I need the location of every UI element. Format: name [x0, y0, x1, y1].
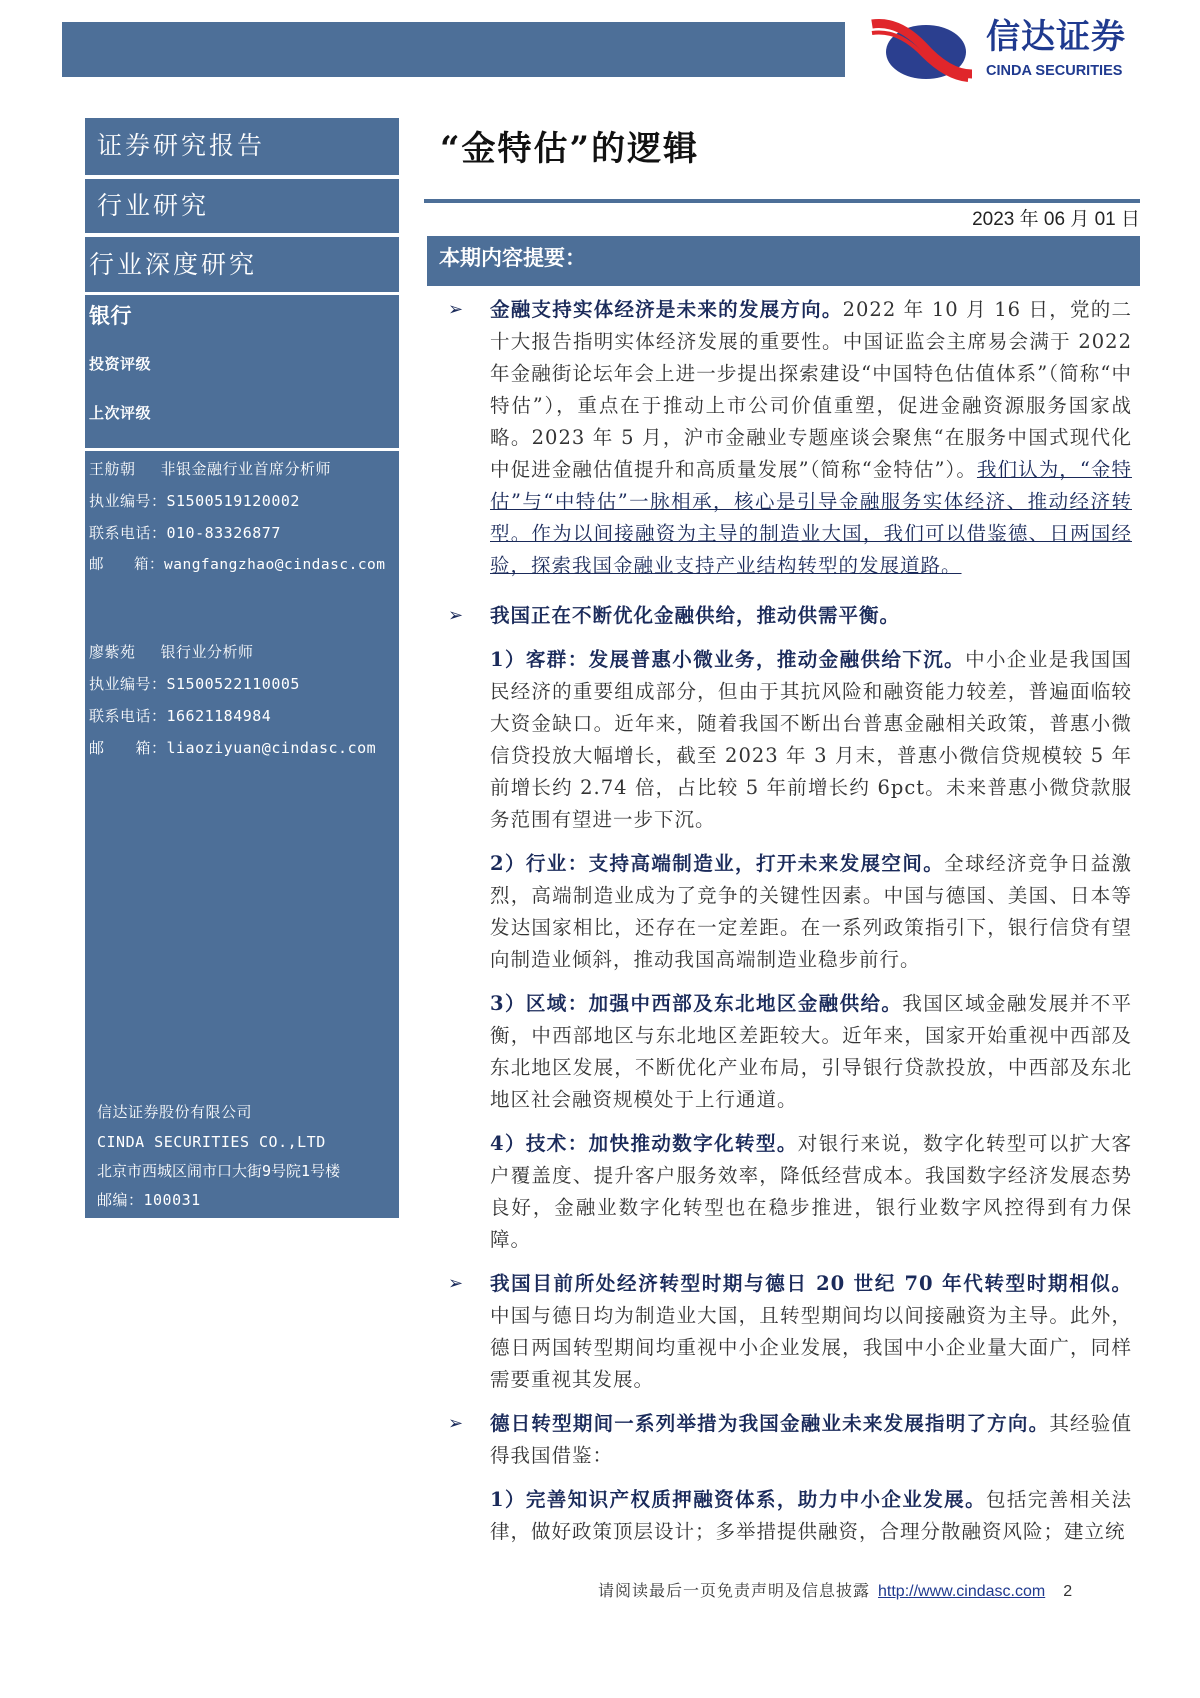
paragraph-text: 全球经济竞争日益激烈，高端制造业成为了竞争的关键性因素。中国与德国、美国、日本等发达国家相比，还存在一定差距。在一系列政策指引下，银行信贷有望向制造业倾斜，推动我国高端制造业稳步前行。	[490, 852, 1132, 971]
paragraph-heading: 4）技术：加快推动数字化转型。	[490, 1132, 798, 1155]
paragraph-key-point: 我们认为，“金特估”与“中特估”一脉相承，核心是引导金融服务实体经济、推动经济转型。作为以间接融资为主导的制造业大国，我们可以借鉴德、日两国经验，探索我国金融业支持产业结构转型的发展道路。	[490, 458, 1132, 577]
analyst-license: 执业编号：S1500519120002	[89, 492, 300, 510]
paragraph-text: 2022 年 10 月 16 日，党的二十大报告指明实体经济发展的重要性。中国证监会主席易会满于 2022 年金融街论坛年会上进一步提出探索建设“中国特色估值体系”（简称“中特估”），重点在于推动上市公司价值重塑，促进金融资源服务国家战略。2023 年 5 月，沪市金融业专题座谈会聚焦“在服务中国式现代化中促进金融估值提升和高质量发展”（简称“金特估”）。	[490, 298, 1132, 481]
paragraph-text: 中国与德日均为制造业大国，且转型期间均以间接融资为主导。此外，德日两国转型期间均重视中小企业发展，我国中小企业量大面广，同样需要重视其发展。	[490, 1304, 1132, 1391]
disclaimer-note: 请阅读最后一页免责声明及信息披露	[598, 1581, 871, 1600]
paragraph-heading: 德日转型期间一系列举措为我国金融业未来发展指明了方向。	[490, 1412, 1050, 1435]
prev-rating-label: 上次评级	[89, 404, 152, 422]
analyst-name: 王舫朝 非银金融行业首席分析师	[89, 460, 332, 478]
summary-paragraph	[448, 294, 1132, 582]
summary-paragraph	[448, 1484, 1132, 1548]
paragraph-heading: 金融支持实体经济是未来的发展方向。	[490, 298, 843, 321]
rating-box	[85, 295, 399, 448]
rating-label: 投资评级	[89, 355, 152, 373]
category-box	[85, 179, 399, 233]
page-footer	[448, 1560, 1138, 1603]
paragraph-heading: 1）客群：发展普惠小微业务，推动金融供给下沉。	[490, 648, 966, 671]
subcategory-box	[85, 237, 399, 292]
brand-cn: 信达证券	[986, 17, 1126, 57]
summary-paragraph	[448, 600, 1132, 632]
brand-en: CINDA SECURITIES	[986, 63, 1123, 79]
summary-paragraph	[448, 1408, 1132, 1472]
paragraph-heading: 我国正在不断优化金融供给，推动供需平衡。	[490, 604, 901, 627]
analyst-name: 廖紫苑 银行业分析师	[89, 643, 254, 661]
paragraph-text: 对银行来说，数字化转型可以扩大客户覆盖度、提升客户服务效率，降低经营成本。我国数字经济发展态势良好，金融业数字化转型也在稳步推进，银行业数字风控得到有力保障。	[490, 1132, 1132, 1251]
website-link[interactable]: http://www.cindasc.com	[878, 1583, 1046, 1600]
subcategory: 行业深度研究	[89, 250, 258, 279]
analyst-email[interactable]: 邮 箱：liaoziyuan@cindasc.com	[89, 739, 377, 757]
paragraph-text: 中小企业是我国国民经济的重要组成部分，但由于其抗风险和融资能力较差，普遍面临较大资金缺口。近年来，随着我国不断出台普惠金融相关政策，普惠小微信贷投放大幅增长，截至 2023 年 3 月末，普惠小微信贷规模较 5 年前增长约 2.74 倍，占比较 5 年前增长约 6pct。未来普惠小微贷款服务范围有望进一步下沉。	[490, 648, 1132, 831]
main-column	[448, 294, 1138, 1603]
arrow-bullet-icon: ➢	[448, 299, 465, 320]
summary-paragraph	[448, 1128, 1132, 1256]
paragraph-heading: 我国目前所处经济转型时期与德日 20 世纪 70 年代转型时期相似。	[490, 1272, 1132, 1295]
analyst-phone: 联系电话：010-83326877	[89, 524, 281, 542]
company-en: CINDA SECURITIES CO.,LTD	[97, 1133, 326, 1151]
paragraph-text: 其经验值得我国借鉴：	[490, 1412, 1132, 1467]
summary-paragraph	[448, 988, 1132, 1116]
analyst-phone: 联系电话：16621184984	[89, 707, 272, 725]
paragraph-heading: 3）区域：加强中西部及东北地区金融供给。	[490, 992, 903, 1015]
summary-header	[427, 236, 1140, 286]
category: 行业研究	[97, 191, 210, 220]
analyst-license: 执业编号：S1500522110005	[89, 675, 300, 693]
cinda-logo	[868, 16, 1188, 88]
report-type: 证券研究报告	[97, 131, 266, 160]
summary-paragraph	[448, 848, 1132, 976]
page-title: “金特估”的逻辑	[440, 129, 700, 169]
company-postcode: 邮编：100031	[97, 1191, 201, 1209]
paragraph-text: 包括完善相关法律，做好政策顶层设计；多举措提供融资，合理分散融资风险；建立统	[490, 1488, 1132, 1543]
arrow-bullet-icon: ➢	[448, 1273, 465, 1294]
arrow-bullet-icon: ➢	[448, 605, 465, 626]
paragraph-heading: 1）完善知识产权质押融资体系，助力中小企业发展。	[490, 1488, 986, 1511]
industry: 银行	[89, 304, 132, 328]
summary-paragraph	[448, 644, 1132, 836]
report-date: 2023 年 06 月 01 日	[972, 209, 1140, 230]
analyst-email[interactable]: 邮 箱：wangfangzhao@cindasc.com	[89, 557, 386, 573]
title-divider	[424, 199, 1140, 203]
summary-body	[448, 294, 1132, 1560]
company-address: 北京市西城区闹市口大街9号院1号楼	[97, 1162, 341, 1180]
analyst-box	[85, 451, 399, 1218]
arrow-bullet-icon: ➢	[448, 1413, 465, 1434]
paragraph-text: 我国区域金融发展并不平衡，中西部地区与东北地区差距较大。近年来，国家开始重视中西部及东北地区发展，不断优化产业布局，引导银行贷款投放，中西部及东北地区社会融资规模处于上行通道。	[490, 992, 1132, 1111]
page-number: 2	[1063, 1583, 1074, 1600]
company-cn: 信达证券股份有限公司	[97, 1103, 253, 1121]
summary-header-text: 本期内容提要：	[439, 245, 586, 270]
report-type-box	[85, 118, 399, 175]
summary-paragraph	[448, 1268, 1132, 1396]
paragraph-heading: 2）行业：支持高端制造业，打开未来发展空间。	[490, 852, 945, 875]
header-bar	[62, 22, 845, 77]
cinda-logo-icon	[868, 16, 978, 82]
